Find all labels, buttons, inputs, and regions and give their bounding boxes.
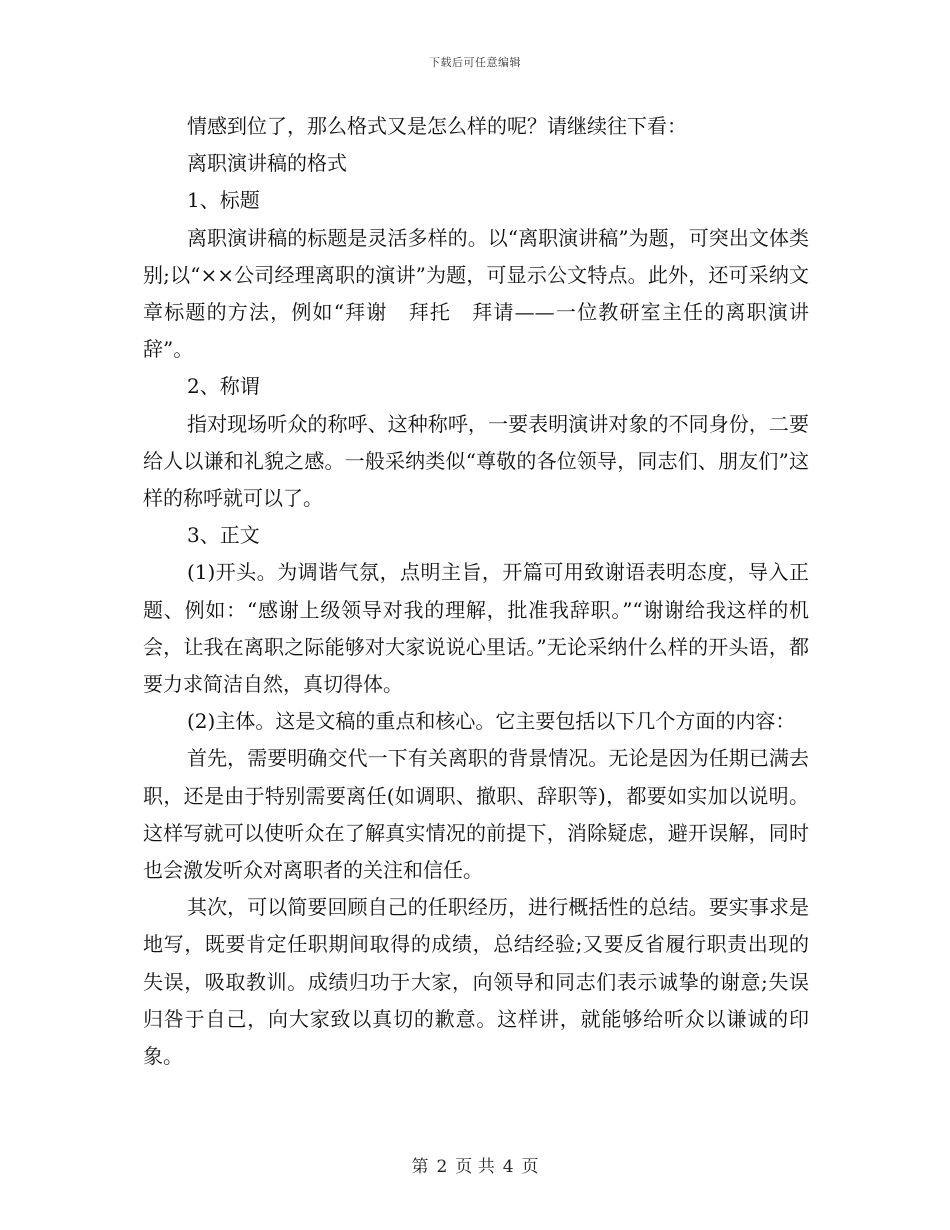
page-footer <box>0 1152 950 1177</box>
paragraph-intro: 情感到位了，那么格式又是怎么样的呢？请继续往下看： <box>187 114 687 138</box>
heading-salutation: 2、称谓 <box>187 374 260 399</box>
paragraph-main: (2)主体。这是文稿的重点和核心。它主要包括以下几个方面的内容： <box>187 709 796 734</box>
paragraph-first: 首先，需要明确交代一下有关离职的背景情况。无论是因为任期已满去职，还是由于特别需要离任(如调职、撤职、辞职等)，都要如实加以说明。这样写就可以使听众在了解真实情况的前提下，消除疑虑，避开误解，同时也会激发听众对离职者的关注和信任。 <box>143 746 809 883</box>
heading-body: 3、正文 <box>187 523 260 548</box>
paragraph-second: 其次，可以简要回顾自己的任职经历，进行概括性的总结。要实事求是地写，既要肯定任职期间取得的成绩，总结经验;又要反省履行职责出现的失误，吸取教训。成绩归功于大家，向领导和同志们表示诚挚的谢意;失误归咎于自己，向大家致以真切的歉意。这样讲，就能够给听众以谦诚的印象。 <box>143 895 809 1069</box>
footer-prefix: 第 <box>411 1157 429 1177</box>
heading-title: 1、标题 <box>187 188 260 213</box>
footer-suffix: 页 <box>521 1157 539 1177</box>
paragraph-salutation: 指对现场听众的称呼、这种称呼，一要表明演讲对象的不同身份，二要给人以谦和礼貌之感。一般采纳类似“尊敬的各位领导，同志们、朋友们”这样的称呼就可以了。 <box>143 411 809 511</box>
document-body <box>143 108 809 1075</box>
paragraph-opening: (1)开头。为调谐气氛，点明主旨，开篇可用致谢语表明态度，导入正题、例如：“感谢上级领导对我的理解，批准我辞职。”“谢谢给我这样的机会，让我在离职之际能够对大家说说心里话。”无论采纳什么样的开头语，都要力求简洁自然，真切得体。 <box>143 560 809 697</box>
section-heading-format: 离职演讲稿的格式 <box>187 151 347 176</box>
page-header: 下载后可任意编辑 <box>429 56 521 69</box>
paragraph-title: 离职演讲稿的标题是灵活多样的。以“离职演讲稿”为题，可突出文体类别;以“××公司经理离职的演讲”为题，可显示公文特点。此外，还可采纳文章标题的方法，例如“拜谢 拜托 拜请——一位教研室主任的离职演讲辞”。 <box>143 225 809 362</box>
footer-page-number: 2 <box>436 1157 448 1177</box>
footer-mid: 页 共 <box>455 1157 495 1177</box>
footer-total-pages: 4 <box>502 1157 514 1177</box>
